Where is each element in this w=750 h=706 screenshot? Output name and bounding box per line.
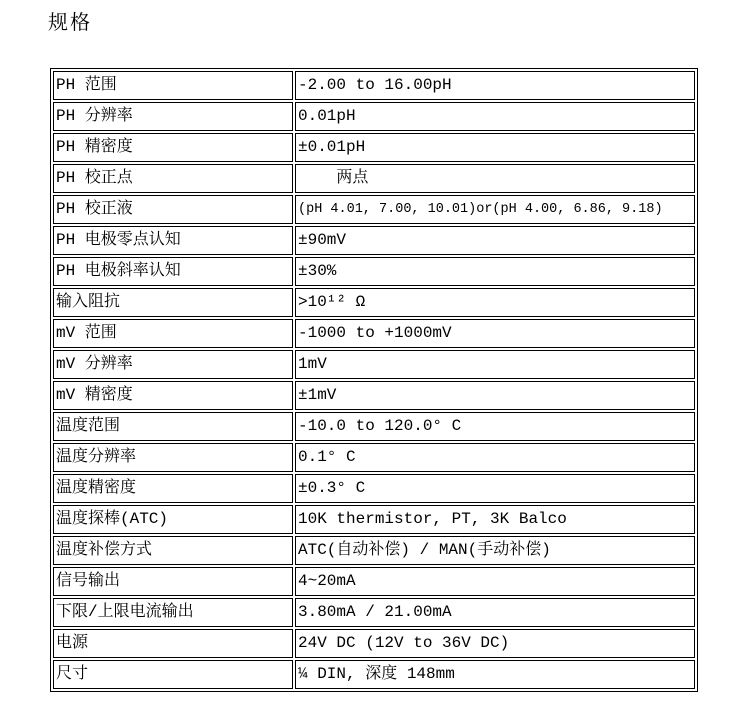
- spec-value: 两点: [295, 164, 695, 193]
- spec-value: ±1mV: [295, 381, 695, 410]
- table-row: [53, 257, 695, 286]
- spec-label: 温度补偿方式: [53, 536, 293, 565]
- spec-value: -10.0 to 120.0° C: [295, 412, 695, 441]
- table-row: [53, 567, 695, 596]
- spec-value: ±0.3° C: [295, 474, 695, 503]
- spec-value: 0.1° C: [295, 443, 695, 472]
- table-row: [53, 319, 695, 348]
- spec-label: 电源: [53, 629, 293, 658]
- table-row: [53, 629, 695, 658]
- spec-label: 温度探棒(ATC): [53, 505, 293, 534]
- table-row: [53, 505, 695, 534]
- spec-value: -2.00 to 16.00pH: [295, 71, 695, 100]
- spec-label: 输入阻抗: [53, 288, 293, 317]
- table-row: [53, 660, 695, 689]
- spec-label: PH 校正点: [53, 164, 293, 193]
- table-row: [53, 474, 695, 503]
- spec-label: 尺寸: [53, 660, 293, 689]
- spec-label: 温度范围: [53, 412, 293, 441]
- spec-label: PH 电极斜率认知: [53, 257, 293, 286]
- spec-table: [50, 68, 698, 692]
- spec-value: (pH 4.01, 7.00, 10.01)or(pH 4.00, 6.86, 9.18): [295, 195, 695, 224]
- spec-label: PH 校正液: [53, 195, 293, 224]
- table-row: [53, 133, 695, 162]
- spec-label: mV 分辨率: [53, 350, 293, 379]
- table-row: [53, 71, 695, 100]
- spec-label: 温度精密度: [53, 474, 293, 503]
- spec-label: mV 精密度: [53, 381, 293, 410]
- table-row: [53, 381, 695, 410]
- spec-value: -1000 to +1000mV: [295, 319, 695, 348]
- spec-value: ATC(自动补偿) / MAN(手动补偿): [295, 536, 695, 565]
- table-row: [53, 350, 695, 379]
- spec-table-body: [53, 71, 695, 689]
- table-row: [53, 288, 695, 317]
- spec-label: mV 范围: [53, 319, 293, 348]
- spec-value: ±0.01pH: [295, 133, 695, 162]
- spec-label: PH 分辨率: [53, 102, 293, 131]
- spec-label: PH 精密度: [53, 133, 293, 162]
- table-row: [53, 164, 695, 193]
- spec-value: ¼ DIN, 深度 148mm: [295, 660, 695, 689]
- table-row: [53, 195, 695, 224]
- table-row: [53, 443, 695, 472]
- spec-label: 信号输出: [53, 567, 293, 596]
- spec-label: 温度分辨率: [53, 443, 293, 472]
- table-row: [53, 598, 695, 627]
- page-title: 规格: [48, 12, 92, 34]
- table-row: [53, 102, 695, 131]
- spec-value: 1mV: [295, 350, 695, 379]
- spec-label: PH 范围: [53, 71, 293, 100]
- spec-value: 3.80mA / 21.00mA: [295, 598, 695, 627]
- table-row: [53, 536, 695, 565]
- spec-value: 24V DC (12V to 36V DC): [295, 629, 695, 658]
- table-row: [53, 412, 695, 441]
- spec-value: ±90mV: [295, 226, 695, 255]
- spec-value: >10¹² Ω: [295, 288, 695, 317]
- spec-value: 10K thermistor, PT, 3K Balco: [295, 505, 695, 534]
- table-row: [53, 226, 695, 255]
- spec-label: PH 电极零点认知: [53, 226, 293, 255]
- spec-label: 下限/上限电流输出: [53, 598, 293, 627]
- spec-value: 0.01pH: [295, 102, 695, 131]
- spec-value: ±30%: [295, 257, 695, 286]
- spec-value: 4~20mA: [295, 567, 695, 596]
